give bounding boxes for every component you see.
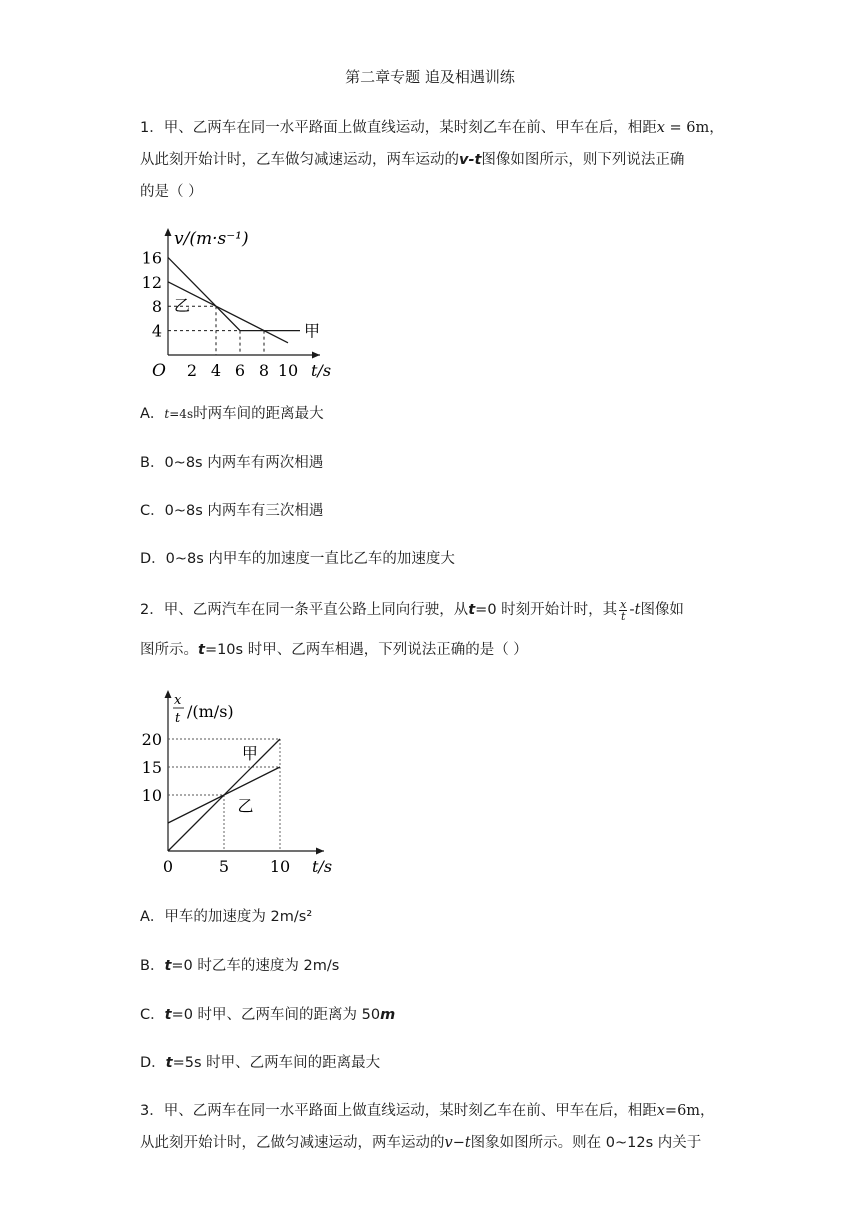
- q2-option-b-var: t: [164, 958, 172, 974]
- q2-option-b-text: =0 时乙车的速度为 2m/s: [171, 958, 340, 974]
- q2-line1-mid: =0 时刻开始计时，其: [475, 602, 618, 618]
- q3-vt: v−t: [444, 1135, 471, 1151]
- q2-line1: [140, 598, 684, 622]
- x-axis-label: t/s: [311, 361, 332, 380]
- x-axis-label: t/s: [312, 857, 333, 876]
- q1-line1-text: 1．甲、乙两车在同一水平路面上做直线运动，某时刻乙车在前、甲车在后，相距: [140, 120, 657, 136]
- y-axis-label: v/(m·s⁻¹): [174, 229, 249, 249]
- q1-option-a-text: 时两车间的距离最大: [193, 406, 324, 422]
- y-tick-label: 10: [141, 786, 162, 805]
- y-tick-label: 8: [151, 297, 162, 317]
- q3-line1: [140, 1099, 715, 1120]
- series-label-jia: 甲: [241, 744, 258, 763]
- q1-vt-chart: [140, 222, 340, 382]
- q2-fraction: [619, 599, 627, 622]
- x-tick-label: 4: [210, 361, 222, 380]
- q1-line3: 的是（ ）: [140, 184, 203, 200]
- y-axis-label-num: x: [174, 693, 182, 708]
- q2-option-c-unit: m: [380, 1007, 396, 1023]
- q2-line2: [140, 638, 528, 659]
- q2-var-t2: t: [634, 602, 641, 618]
- x-tick-label: 6: [234, 361, 246, 380]
- y-axis-arrow: [165, 690, 172, 698]
- q2-option-a[interactable]: A．甲车的加速度为 2m/s²: [140, 909, 313, 925]
- q1-option-c[interactable]: C．0~8s 内两车有三次相遇: [140, 503, 324, 519]
- origin-label: 0: [162, 857, 174, 876]
- q2-line2-var: t: [198, 642, 205, 658]
- q2-option-d-prefix: D．: [140, 1055, 166, 1071]
- q2-line2-rest: =10s 时甲、乙两车相遇，下列说法正确的是（ ）: [204, 642, 528, 658]
- x-tick-label: 5: [218, 857, 230, 876]
- y-axis-label-den: t: [175, 711, 181, 726]
- q3-line1-text: 3．甲、乙两车在同一水平路面上做直线运动，某时刻乙车在前、甲车在后，相距: [140, 1103, 657, 1119]
- q2-option-d-var: t: [165, 1055, 173, 1071]
- x-tick-label: 2: [186, 361, 198, 380]
- q2-option-d[interactable]: [140, 1051, 380, 1072]
- origin-label: O: [152, 361, 166, 381]
- q3-distance: =6m，: [664, 1103, 715, 1119]
- x-axis-arrow: [316, 848, 324, 855]
- x-axis-arrow: [312, 352, 320, 359]
- q1-option-a-prefix: A．: [140, 406, 165, 422]
- q3-line2-text: 从此刻开始计时，乙做匀减速运动，两车运动的: [140, 1135, 445, 1151]
- q1-var-x: x: [656, 120, 665, 136]
- y-tick-label: 4: [151, 321, 162, 341]
- q3-line2: [140, 1131, 701, 1152]
- q3-line2-rest: 图象如图所示。则在 0~12s 内关于: [470, 1135, 702, 1151]
- q1-line2: [140, 148, 684, 169]
- q1-distance: = 6m，: [664, 120, 724, 136]
- q1-option-a-var: t: [164, 407, 170, 421]
- q1-line2-rest: 图像如图所示，则下列说法正确: [481, 152, 685, 168]
- q2-option-c-text: =0 时甲、乙两车间的距离为 50: [171, 1007, 381, 1023]
- q2-line2-text: 图所示。: [140, 642, 198, 658]
- x-tick-label: 10: [277, 361, 299, 380]
- q2-line1-end: 图像如: [640, 602, 684, 618]
- q3-var-x: x: [656, 1103, 665, 1119]
- series-label-yi: 乙: [174, 296, 191, 316]
- series-label-jia: 甲: [304, 321, 321, 341]
- q2-option-c-prefix: C．: [140, 1007, 165, 1023]
- q2-xt-chart: [140, 686, 340, 876]
- y-axis-arrow: [165, 228, 172, 236]
- q2-option-c-var: t: [164, 1007, 172, 1023]
- q2-var-t: t: [468, 602, 476, 618]
- series-line-1: [168, 257, 300, 330]
- q1-option-a[interactable]: [140, 402, 324, 423]
- q2-option-d-text: =5s 时甲、乙两车间的距离最大: [172, 1055, 381, 1071]
- y-axis-label-unit: /(m/s): [187, 702, 234, 721]
- y-tick-label: 16: [141, 248, 162, 268]
- q1-vt: v-t: [459, 152, 482, 168]
- q2-frac-den: t: [621, 609, 626, 623]
- y-tick-label: 20: [141, 730, 162, 749]
- q2-dash: -: [629, 602, 635, 618]
- y-tick-label: 12: [141, 272, 162, 292]
- q1-option-a-unit: =4s: [169, 407, 194, 421]
- q1-line1: [140, 116, 724, 137]
- y-tick-label: 15: [141, 758, 162, 777]
- series-label-yi: 乙: [237, 796, 254, 816]
- q2-line1-text: 2．甲、乙两汽车在同一条平直公路上同向行驶，从: [140, 602, 469, 618]
- q2-option-b[interactable]: [140, 954, 339, 975]
- q1-option-d[interactable]: D．0~8s 内甲车的加速度一直比乙车的加速度大: [140, 551, 455, 567]
- q2-option-c[interactable]: [140, 1003, 395, 1024]
- q1-line2-text: 从此刻开始计时，乙车做匀减速运动，两车运动的: [140, 152, 459, 168]
- q2-frac-num: x: [620, 597, 627, 611]
- q2-option-b-prefix: B．: [140, 958, 165, 974]
- x-tick-label: 10: [269, 857, 291, 876]
- q1-option-b[interactable]: B．0~8s 内两车有两次相遇: [140, 455, 324, 471]
- x-tick-label: 8: [258, 361, 270, 380]
- page-title: 第二章专题 追及相遇训练: [345, 68, 515, 86]
